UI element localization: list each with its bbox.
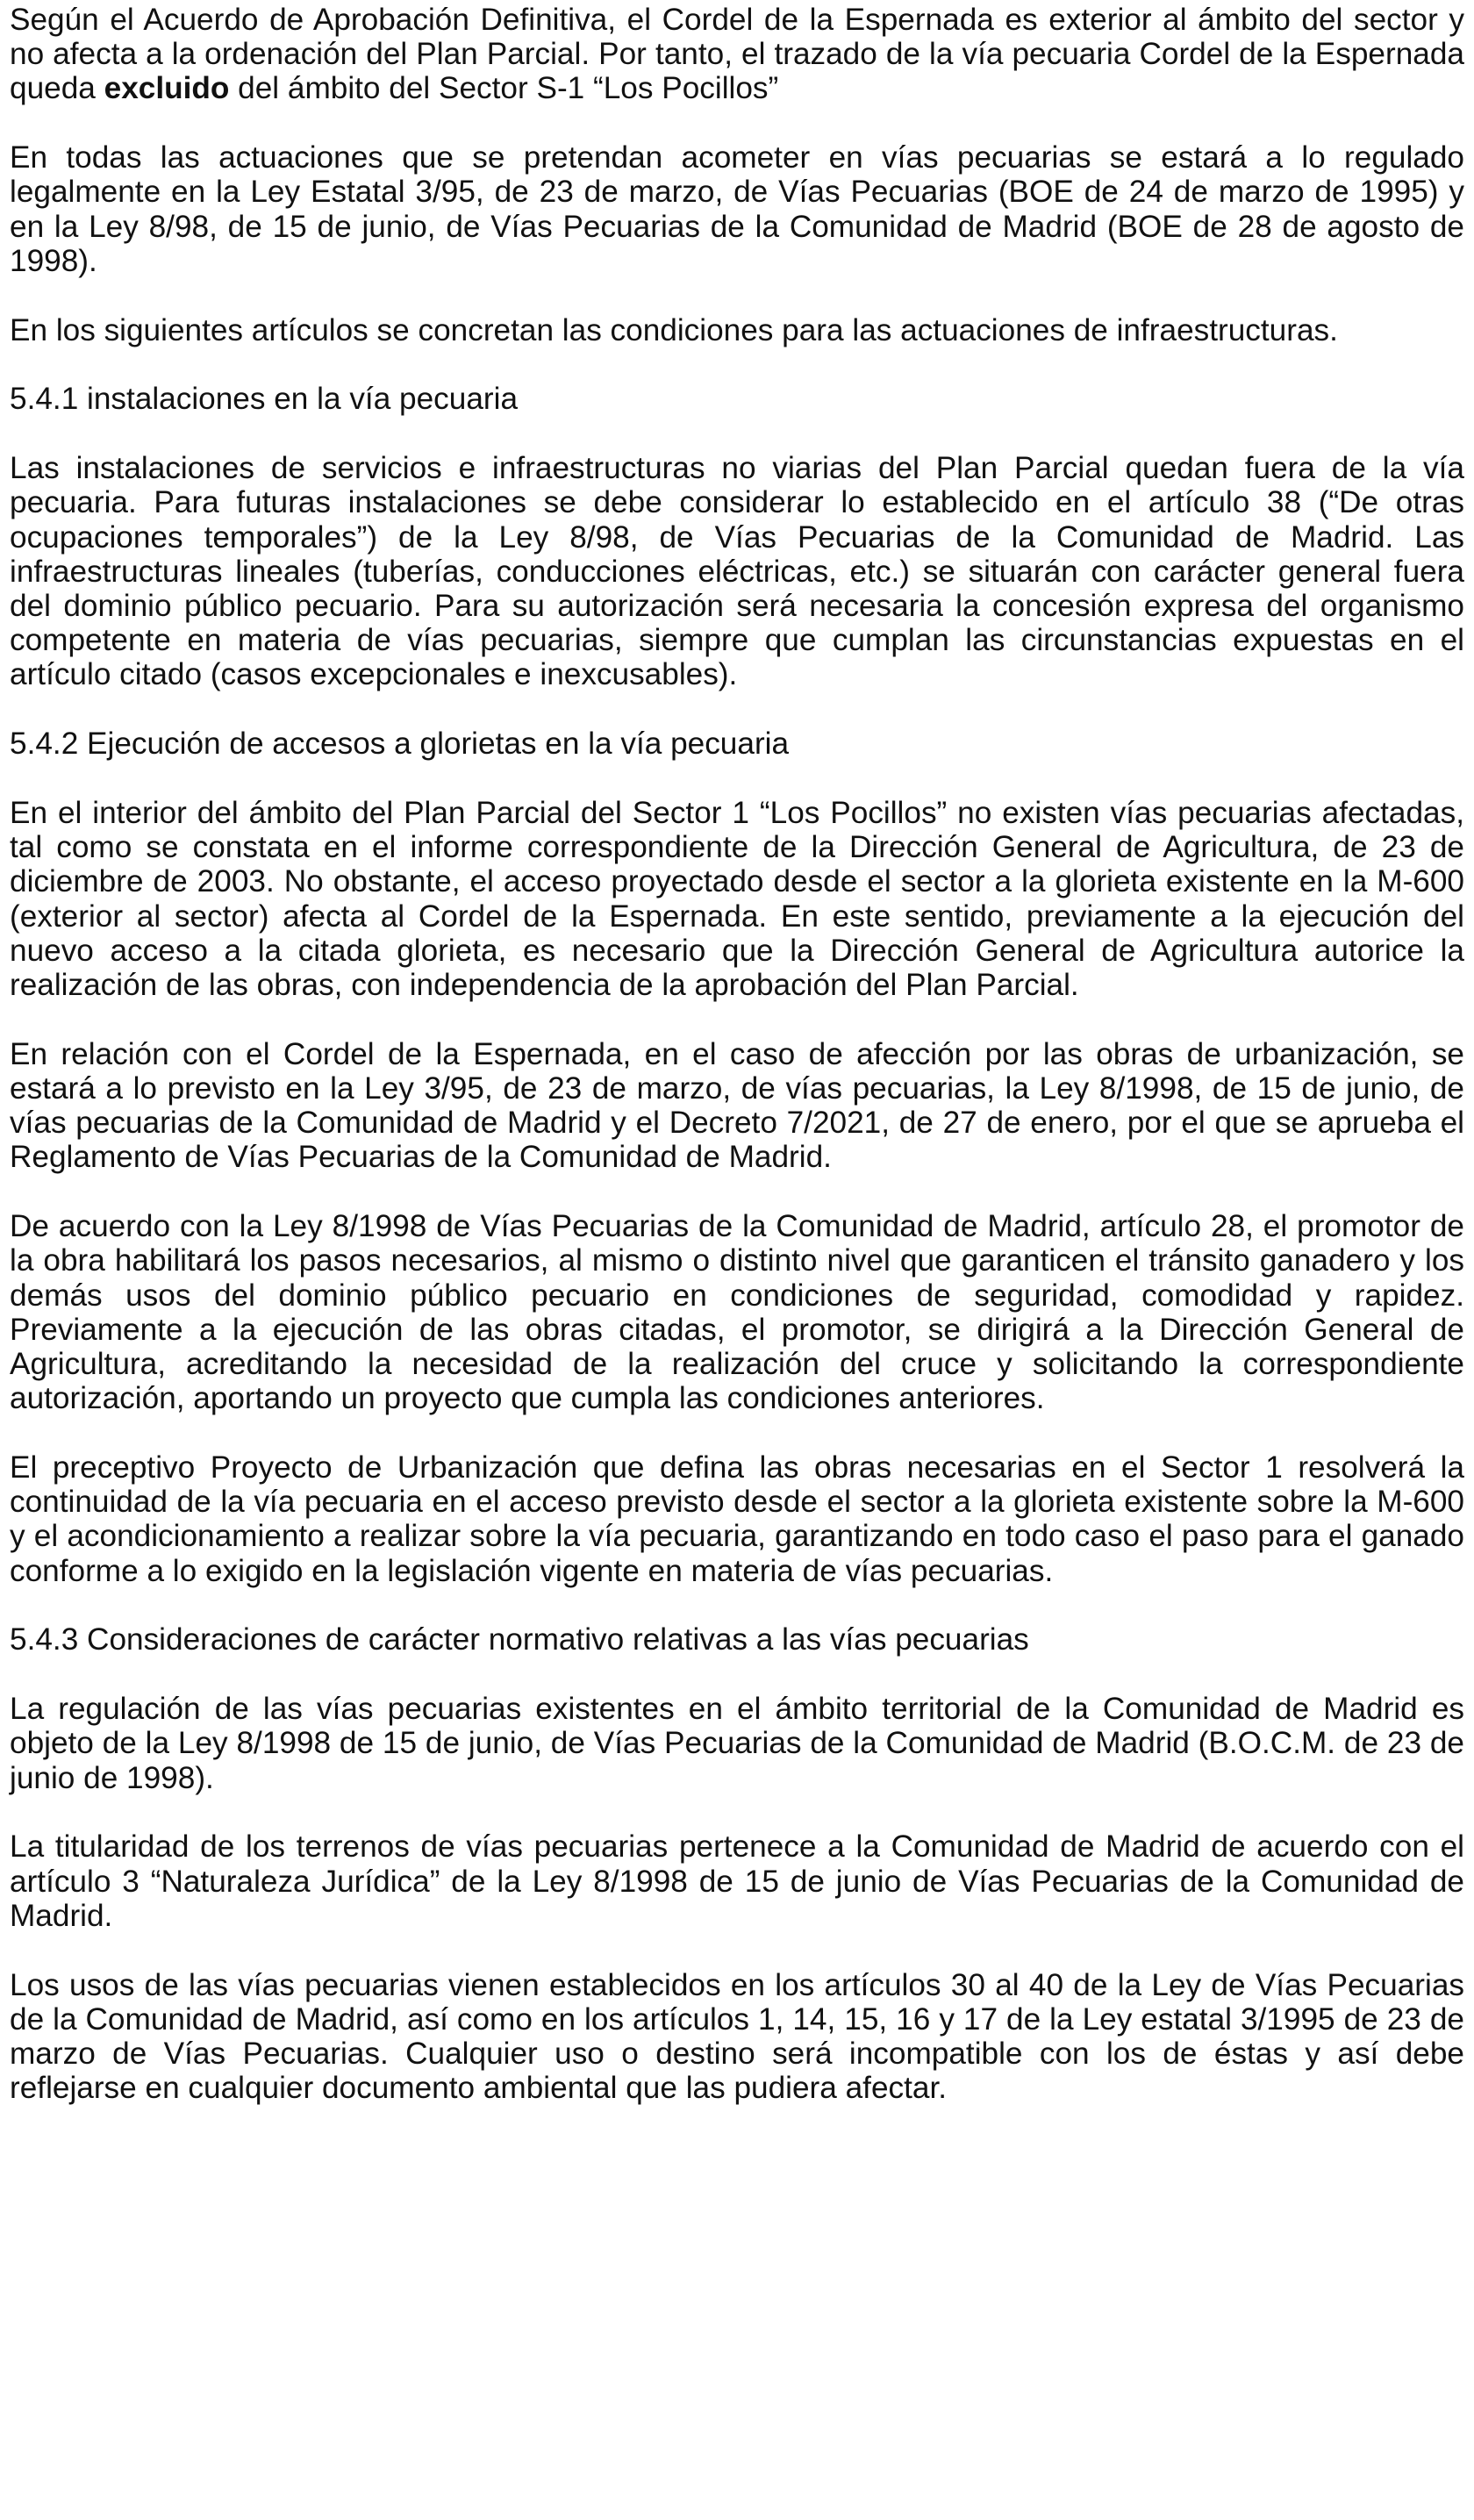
paragraph-gap [10, 347, 1464, 383]
paragraph-gap [10, 1588, 1464, 1623]
intro-paragraph-1-text-a: Según el Acuerdo de Aprobación Definitiva, el Cordel de la Espernada es exterior al ámbito del sector y no afecta a la ordenación del Plan Parcial. Por tanto, el trazado de la vía pecuaria Cordel de la Espernada queda [10, 3, 1464, 106]
document-page [10, 0, 1464, 2105]
section-5-4-1-paragraph-1: Las instalaciones de servicios e infraestructuras no viarias del Plan Parcial quedan fuera de la vía pecuaria. Para futuras instalaciones se debe considerar lo establecido en el artículo 38 (“De otras ocupaciones temporales”) de la Ley 8/98, de Vías Pecuarias de la Comunidad de Madrid. Las infraestructuras lineales (tuberías, conducciones eléctricas, etc.) se situarán con carácter general fuera del dominio público pecuario. Para su autorización será necesaria la concesión expresa del organismo competente en materia de vías pecuarias, siempre que cumplan las circunstancias expuestas en el artículo citado (casos excepcionales e inexcusables). [10, 451, 1464, 692]
section-5-4-3-paragraph-3: Los usos de las vías pecuarias vienen establecidos en los artículos 30 al 40 de la Ley de Vías Pecuarias de la Comunidad de Madrid, así como en los artículos 1, 14, 15, 16 y 17 de la Ley estatal 3/1995 de 23 de marzo de Vías Pecuarias. Cualquier uso o destino será incompatible con los de éstas y así debe reflejarse en cualquier documento ambiental que las pudiera afectar. [10, 1967, 1464, 2106]
paragraph-gap [10, 1002, 1464, 1037]
paragraph-gap [10, 106, 1464, 141]
paragraph-gap [10, 1933, 1464, 1968]
intro-paragraph-2: En todas las actuaciones que se pretendan acometer en vías pecuarias se estará a lo regulado legalmente en la Ley Estatal 3/95, de 23 de marzo, de Vías Pecuarias (BOE de 24 de marzo de 1995) y en la Ley 8/98, de 15 de junio, de Vías Pecuarias de la Comunidad de Madrid (BOE de 28 de agosto de 1998). [10, 140, 1464, 278]
paragraph-gap [10, 1795, 1464, 1830]
paragraph-gap [10, 1657, 1464, 1693]
section-5-4-2-paragraph-2: En relación con el Cordel de la Espernada, en el caso de afección por las obras de urbanización, se estará a lo previsto en la Ley 3/95, de 23 de marzo, de vías pecuarias, la Ley 8/1998, de 15 de junio, de vías pecuarias de la Comunidad de Madrid y el Decreto 7/2021, de 27 de enero, por el que se aprueba el Reglamento de Vías Pecuarias de la Comunidad de Madrid. [10, 1036, 1464, 1175]
section-5-4-3-paragraph-2: La titularidad de los terrenos de vías pecuarias pertenece a la Comunidad de Madrid de acuerdo con el artículo 3 “Naturaleza Jurídica” de la Ley 8/1998 de 15 de junio de Vías Pecuarias de la Comunidad de Madrid. [10, 1829, 1464, 1933]
intro-paragraph-3: En los siguientes artículos se concretan las condiciones para las actuaciones de infraestructuras. [10, 312, 1338, 347]
section-heading-5-4-3: 5.4.3 Consideraciones de carácter normativo relativas a las vías pecuarias [10, 1622, 1029, 1657]
section-heading-5-4-2: 5.4.2 Ejecución de accesos a glorietas en la vía pecuaria [10, 727, 790, 762]
section-5-4-3-paragraph-1: La regulación de las vías pecuarias existentes en el ámbito territorial de la Comunidad de Madrid es objeto de la Ley 8/1998 de 15 de junio, de Vías Pecuarias de la Comunidad de Madrid (B.O.C.M. de 23 de junio de 1998). [10, 1692, 1464, 1795]
paragraph-gap [10, 761, 1464, 796]
paragraph-gap [10, 417, 1464, 452]
paragraph-gap [10, 278, 1464, 313]
paragraph-gap [10, 692, 1464, 727]
section-heading-5-4-1: 5.4.1 instalaciones en la vía pecuaria [10, 382, 519, 417]
section-5-4-2-paragraph-3: De acuerdo con la Ley 8/1998 de Vías Pecuarias de la Comunidad de Madrid, artículo 28, el promotor de la obra habilitará los pasos necesarios, al mismo o distinto nivel que garanticen el tránsito ganadero y los demás usos del dominio público pecuario en condiciones de seguridad, comodidad y rapidez. Previamente a la ejecución de las obras citadas, el promotor, se dirigirá a la Dirección General de Agricultura, acreditando la necesidad de la realización del cruce y solicitando la correspondiente autorización, aportando un proyecto que cumpla las condiciones anteriores. [10, 1209, 1464, 1416]
section-5-4-2-paragraph-4: El preceptivo Proyecto de Urbanización que defina las obras necesarias en el Sector 1 resolverá la continuidad de la vía pecuaria en el acceso previsto desde el sector a la glorieta existente sobre la M-600 y el acondicionamiento a realizar sobre la vía pecuaria, garantizando en todo caso el paso para el ganado conforme a lo exigido en la legislación vigente en materia de vías pecuarias. [10, 1450, 1464, 1588]
intro-paragraph-1 [10, 3, 1464, 106]
intro-paragraph-1-text-b: del ámbito del Sector S-1 “Los Pocillos” [229, 71, 779, 106]
intro-paragraph-1-bold: excluido [104, 71, 230, 106]
paragraph-gap [10, 1415, 1464, 1450]
paragraph-gap [10, 1175, 1464, 1210]
section-5-4-2-paragraph-1: En el interior del ámbito del Plan Parcial del Sector 1 “Los Pocillos” no existen vías pecuarias afectadas, tal como se constata en el informe correspondiente de la Dirección General de Agricultura, de 23 de diciembre de 2003. No obstante, el acceso proyectado desde el sector a la glorieta existente en la M-600 (exterior al sector) afecta al Cordel de la Espernada. En este sentido, previamente a la ejecución del nuevo acceso a la citada glorieta, es necesario que la Dirección General de Agricultura autorice la realización de las obras, con independencia de la aprobación del Plan Parcial. [10, 796, 1464, 1003]
